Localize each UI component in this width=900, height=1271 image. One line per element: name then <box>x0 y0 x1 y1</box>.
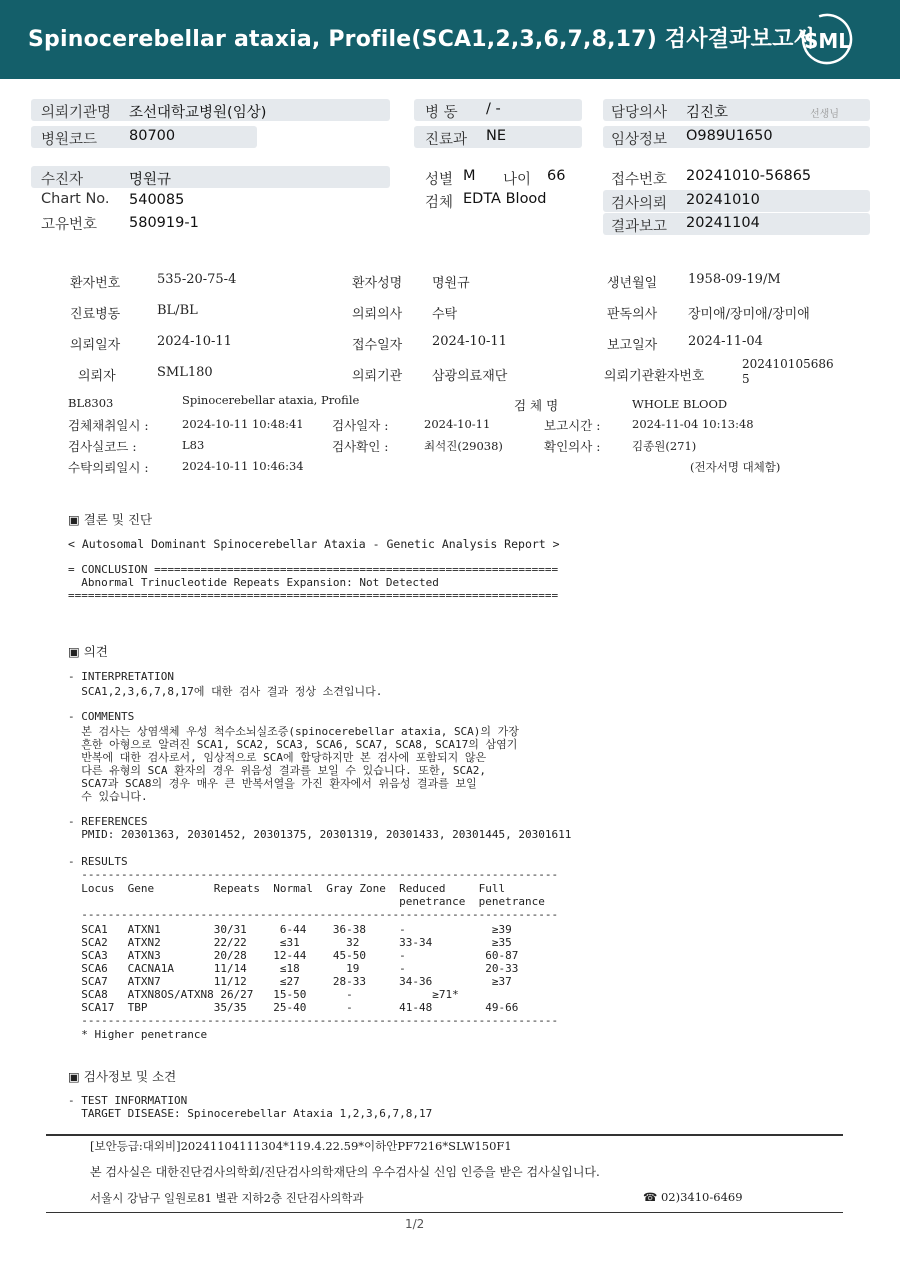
table-row: SCA1 ATXN1 30/31 6-44 36-38 - ≥39 <box>68 923 512 936</box>
comment-line-1: 본 검사는 상염색체 우성 척수소뇌실조증(spinocerebellar ataxia, SCA)의 가장 <box>68 725 519 738</box>
report-label: 결과보고 <box>611 219 668 235</box>
comments-head: - COMMENTS <box>68 710 135 723</box>
test-code: BL8303 <box>68 396 114 410</box>
table-row: SCA2 ATXN2 22/22 ≤31 32 33-34 ≥35 <box>68 936 512 949</box>
table-row: SCA6 CACNA1A 11/14 ≤18 19 - 20-33 <box>68 962 519 975</box>
specimen-name-value: WHOLE BLOOD <box>632 397 728 411</box>
sex-value: M <box>463 168 476 184</box>
recv-label: 접수번호 <box>611 172 668 188</box>
doctor-suffix: 선생님 <box>810 109 839 120</box>
certification-line: 본 검사실은 대한진단검사의학회/진단검사의학재단의 우수검사실 신임 인증을 받은 검사실입니다. <box>90 1165 600 1179</box>
comment-line-6: 수 있습니다. <box>68 790 148 803</box>
testdate-label: 검사일자 : <box>332 418 389 433</box>
reporttime-value: 2024-11-04 10:13:48 <box>632 417 754 431</box>
r2-c-value: 장미애/장미애/장미애 <box>688 307 810 322</box>
report-subtitle: < Autosomal Dominant Spinocerebellar Ataxia - Genetic Analysis Report > <box>68 537 560 551</box>
patient-value: 명원규 <box>129 172 172 188</box>
report-header <box>0 0 900 79</box>
table-row: SCA7 ATXN7 11/12 ≤27 28-33 34-36 ≥37 <box>68 975 512 988</box>
r4-a-label: 의뢰자 <box>78 369 116 384</box>
r3-b-value: 2024-10-11 <box>432 334 507 349</box>
r3-a-label: 의뢰일자 <box>70 338 121 353</box>
r2-b-label: 의뢰의사 <box>352 307 403 322</box>
footer-divider-bottom <box>46 1212 843 1213</box>
uid-value: 580919-1 <box>129 215 199 231</box>
r4-c-value2: 5 <box>742 372 750 386</box>
r4-a-value: SML180 <box>157 365 213 380</box>
table-row: SCA8 ATXN8OS/ATXN8 26/27 15-50 - ≥71* <box>68 988 459 1001</box>
req-value: 20241010 <box>686 192 760 208</box>
confirm-doctor-value: 김종원(271) <box>632 439 697 453</box>
specimen-name-label: 검 체 명 <box>514 398 559 413</box>
r3-c-value: 2024-11-04 <box>688 334 763 349</box>
collect-value: 2024-10-11 10:48:41 <box>182 417 304 431</box>
specimen-value: EDTA Blood <box>463 191 547 207</box>
opinion-heading: ▣ 의견 <box>68 644 108 659</box>
collect-label: 검체채취일시 : <box>68 418 149 433</box>
report-title: Spinocerebellar ataxia, Profile(SCA1,2,3,6,7,8,17) 검사결과보고서 <box>28 27 815 52</box>
r4-c-label: 의뢰기관환자번호 <box>604 369 705 384</box>
lab-code-value: L83 <box>182 438 205 452</box>
table-row: SCA17 TBP 35/35 25-40 - 41-48 49-66 <box>68 1001 519 1014</box>
code-value: 80700 <box>129 128 176 144</box>
conclusion-line-3: ========================================================================== <box>68 589 559 602</box>
dept-label: 진료과 <box>425 132 468 148</box>
r4-b-label: 의뢰기관 <box>352 369 403 384</box>
recv-value: 20241010-56865 <box>686 168 812 184</box>
r2-b-value: 수탁 <box>432 307 458 322</box>
hospital-label: 의뢰기관명 <box>41 105 112 121</box>
recv-time-label: 수탁의뢰일시 : <box>68 460 149 475</box>
conclusion-heading: ▣ 결론 및 진단 <box>68 512 153 527</box>
chart-label: Chart No. <box>41 191 110 207</box>
testinfo-text: TARGET DISEASE: Spinocerebellar Ataxia 1,2,3,6,7,8,17 <box>68 1107 433 1120</box>
sex-label: 성별 <box>425 172 454 188</box>
uid-label: 고유번호 <box>41 217 98 233</box>
interp-head: - INTERPRETATION <box>68 670 174 683</box>
results-rule-bottom: ------------------------------------------------------------------------ <box>68 1014 559 1027</box>
hospital-value: 조선대학교병원(임상) <box>129 105 267 121</box>
specimen-label: 검체 <box>425 195 454 211</box>
age-label: 나이 <box>503 172 532 188</box>
ward-label: 병 동 <box>425 105 458 121</box>
results-header-1: Locus Gene Repeats Normal Gray Zone Reduced Full <box>68 882 506 895</box>
req-label: 검사의뢰 <box>611 196 668 212</box>
code-label: 병원코드 <box>41 132 98 148</box>
confirm-label: 검사확인 : <box>332 439 389 454</box>
recv-time-value: 2024-10-11 10:46:34 <box>182 459 304 473</box>
comment-line-2: 흔한 아형으로 알려진 SCA1, SCA2, SCA3, SCA6, SCA7, SCA8, SCA17의 삼염기 <box>68 738 518 751</box>
doctor-label: 담당의사 <box>611 105 668 121</box>
comment-line-4: 다른 유형의 SCA 환자의 경우 위음성 결과를 보일 수 있습니다. 또한, SCA2, <box>68 764 486 777</box>
age-value: 66 <box>547 168 566 184</box>
interp-text: SCA1,2,3,6,7,8,17에 대한 검사 결과 정상 소견입니다. <box>68 685 383 698</box>
r2-c-label: 판독의사 <box>607 307 658 322</box>
confirm-doctor-label: 확인의사 : <box>544 439 601 454</box>
r4-c-value1: 202410105686 <box>742 357 834 371</box>
results-header-2: penetrance penetrance <box>68 895 545 908</box>
conclusion-line-1: = CONCLUSION ============================================================= <box>68 563 559 576</box>
r2-a-value: BL/BL <box>157 303 198 318</box>
table-row: SCA3 ATXN3 20/28 12-44 45-50 - 60-87 <box>68 949 519 962</box>
results-footnote: * Higher penetrance <box>68 1028 208 1041</box>
footer-divider-top <box>46 1134 843 1136</box>
r4-b-value: 삼광의료재단 <box>432 369 508 384</box>
clinical-value: O989U1650 <box>686 128 773 144</box>
chart-value: 540085 <box>129 192 185 208</box>
r3-b-label: 접수일자 <box>352 338 403 353</box>
comment-line-5: SCA7과 SCA8의 경우 매우 큰 반복서열을 가진 환자에서 위음성 결과를 보일 <box>68 777 477 790</box>
r1-b-value: 명원규 <box>432 276 470 291</box>
phone-line: ☎ 02)3410-6469 <box>643 1190 743 1204</box>
doctor-value: 김진호 <box>686 105 729 121</box>
results-rule-mid: ------------------------------------------------------------------------ <box>68 908 559 921</box>
ward-value: / - <box>486 101 501 117</box>
testinfo-head: - TEST INFORMATION <box>68 1094 188 1107</box>
lab-code-label: 검사실코드 : <box>68 439 137 454</box>
r1-a-label: 환자번호 <box>70 276 121 291</box>
r1-c-label: 생년월일 <box>607 276 658 291</box>
page-number: 1/2 <box>405 1217 425 1231</box>
address-line: 서울시 강남구 일원로81 별관 지하2층 진단검사의학과 <box>90 1191 364 1205</box>
report-value: 20241104 <box>686 215 760 231</box>
r2-a-label: 진료병동 <box>70 307 121 322</box>
clinical-label: 임상정보 <box>611 132 668 148</box>
logo-text: SML <box>804 29 852 53</box>
r1-c-value: 1958-09-19/M <box>688 272 781 287</box>
references-head: - REFERENCES <box>68 815 148 828</box>
confirm-value: 최석진(29038) <box>424 439 503 453</box>
test-name: Spinocerebellar ataxia, Profile <box>182 393 360 407</box>
reporttime-label: 보고시간 : <box>544 418 601 433</box>
comment-line-3: 반복에 대한 검사로서, 임상적으로 SCA에 합당하지만 본 검사에 포함되지 않은 <box>68 751 487 764</box>
results-head: - RESULTS <box>68 855 128 868</box>
testdate-value: 2024-10-11 <box>424 417 491 431</box>
r3-c-label: 보고일자 <box>607 338 658 353</box>
esign-note: (전자서명 대체함) <box>690 460 781 474</box>
r1-b-label: 환자성명 <box>352 276 403 291</box>
conclusion-line-2: Abnormal Trinucleotide Repeats Expansion: Not Detected <box>68 576 439 589</box>
results-rule-top: ------------------------------------------------------------------------ <box>68 868 559 881</box>
testinfo-heading: ▣ 검사정보 및 소견 <box>68 1069 177 1084</box>
r1-a-value: 535-20-75-4 <box>157 272 237 287</box>
references-text: PMID: 20301363, 20301452, 20301375, 20301319, 20301433, 20301445, 20301611 <box>68 828 572 841</box>
security-line: [보안등급:대외비]20241104111304*119.4.22.59*이하안PF7216*SLW150F1 <box>90 1139 512 1153</box>
dept-value: NE <box>486 128 507 144</box>
patient-row-bg <box>31 166 390 188</box>
patient-label: 수진자 <box>41 172 84 188</box>
r3-a-value: 2024-10-11 <box>157 334 232 349</box>
